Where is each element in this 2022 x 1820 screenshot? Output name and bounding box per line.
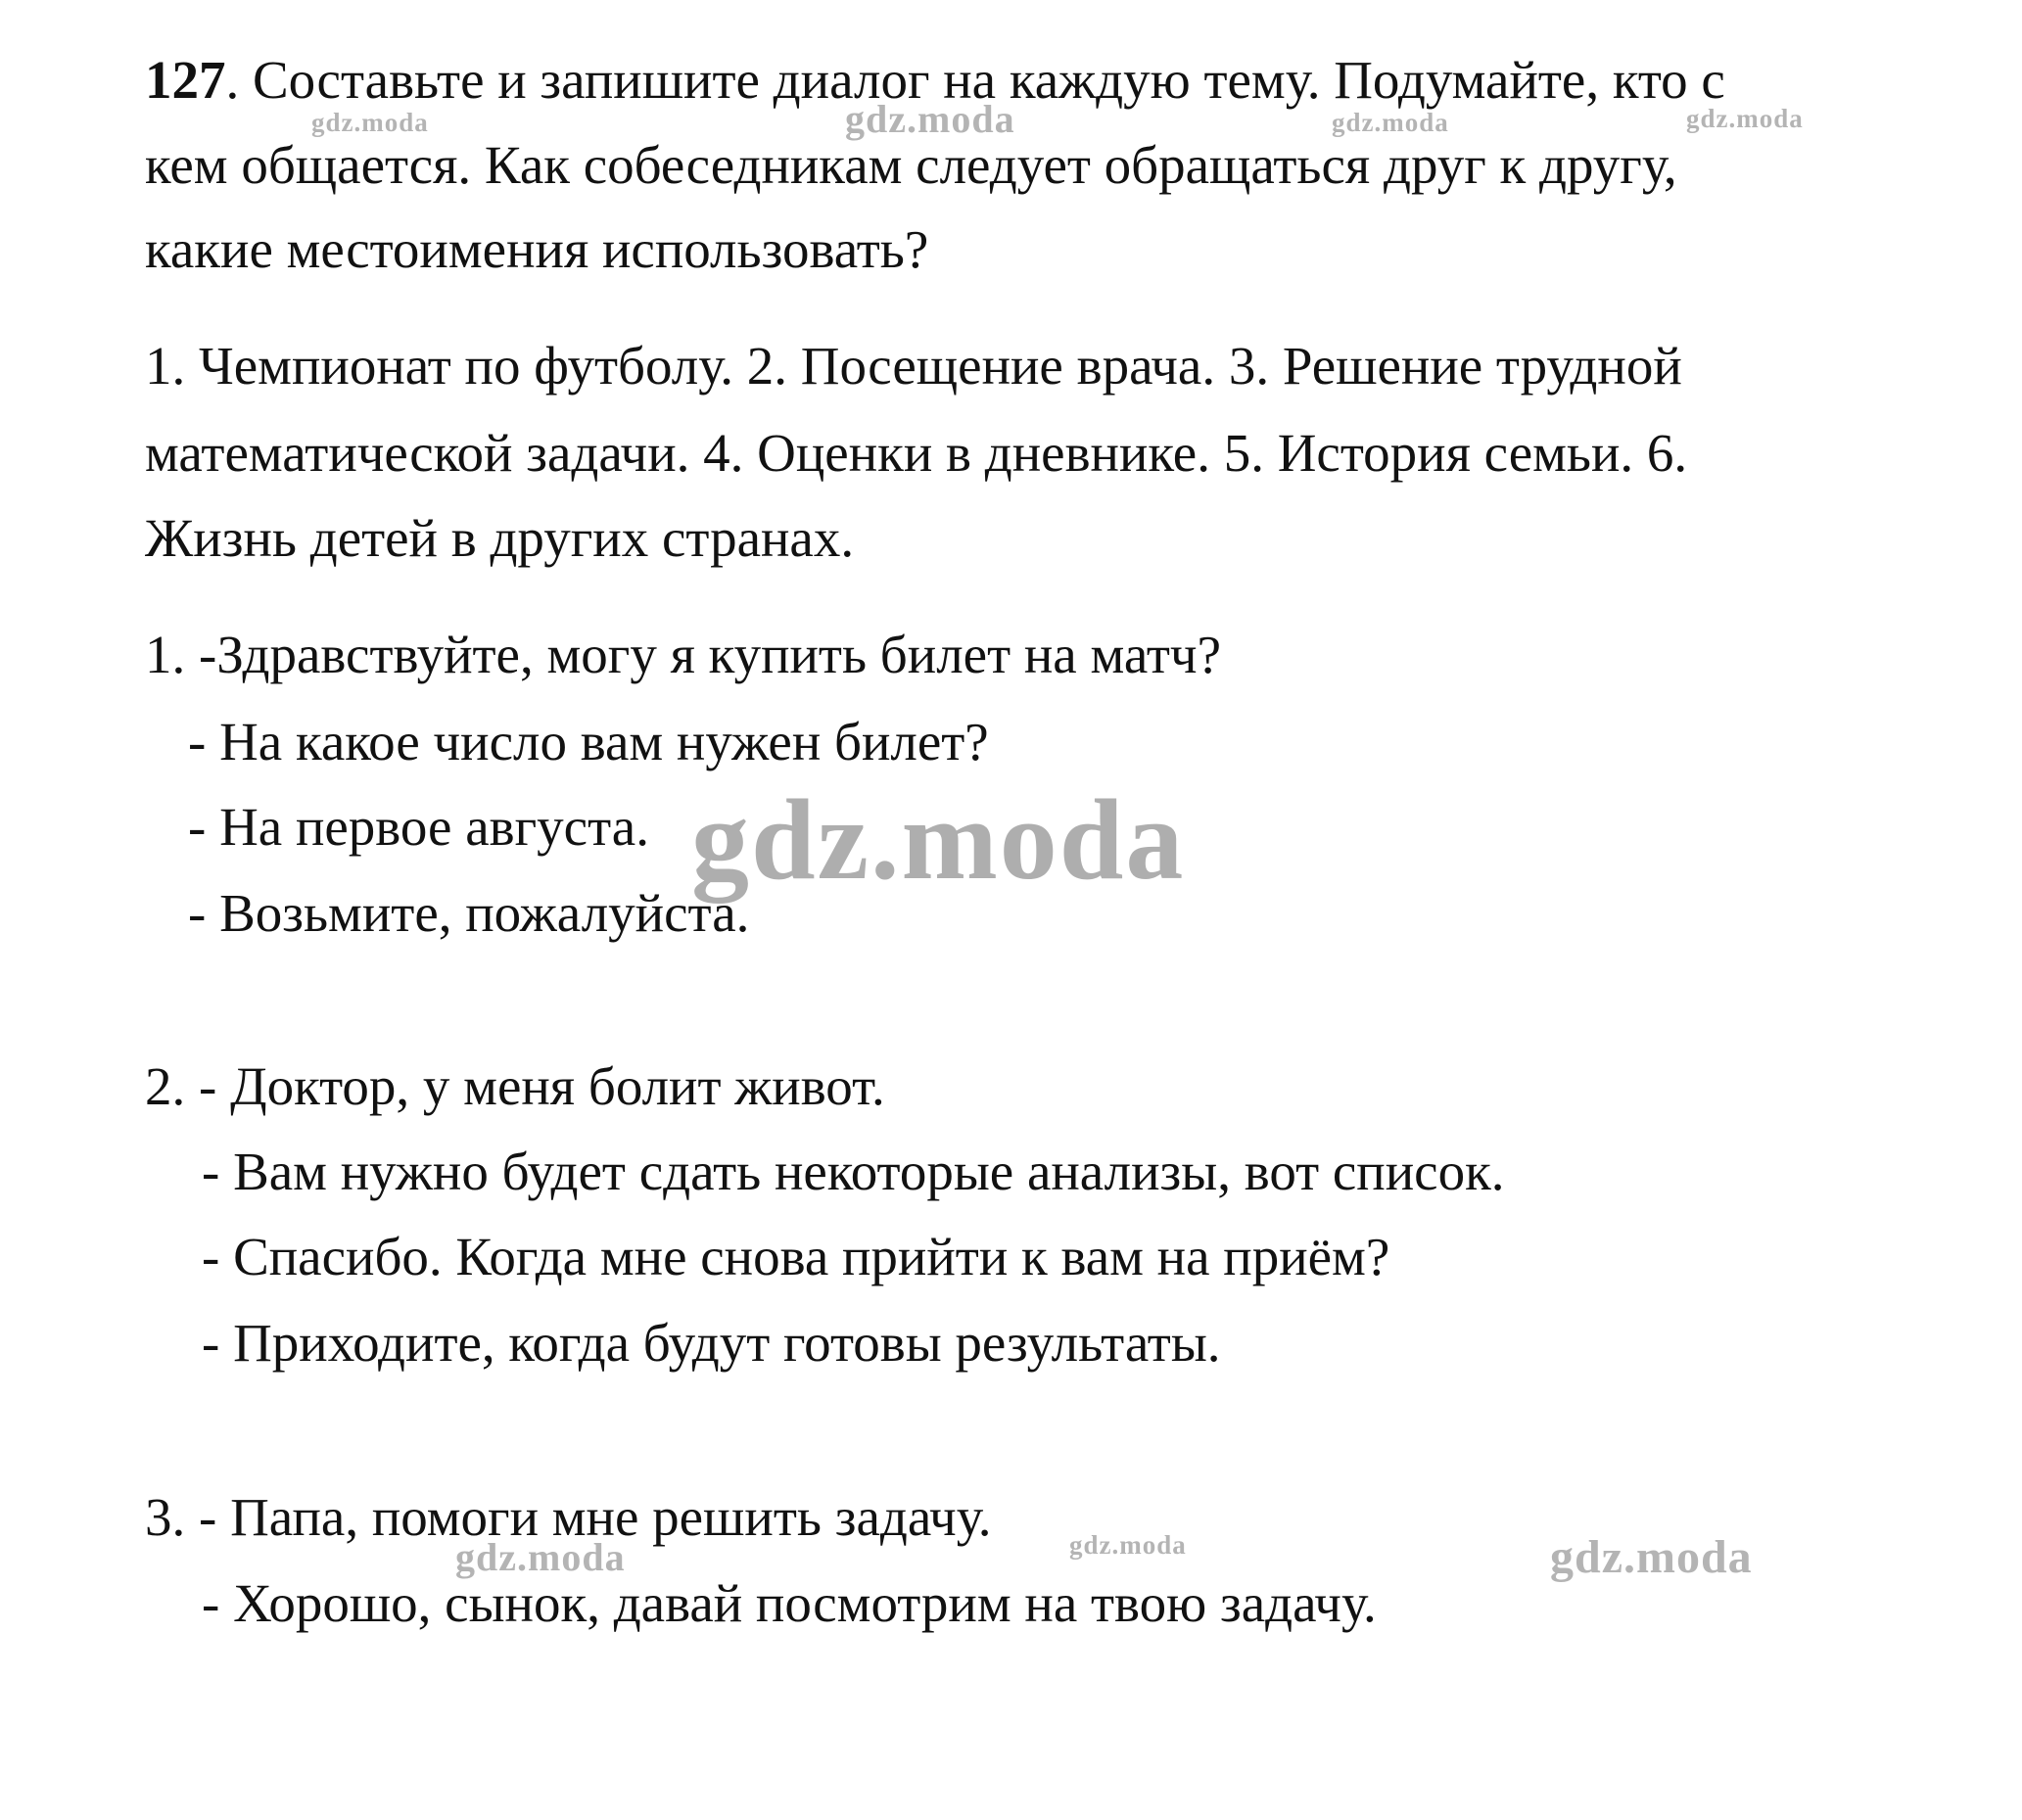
dialog-1-line-1: 1. -Здравствуйте, могу я купить билет на матч? [145, 625, 1221, 684]
dialog-2-line-1: 2. - Доктор, у меня болит живот. [145, 1056, 885, 1116]
watermark: gdz.moda [1332, 108, 1449, 137]
dialog-3-line-1: 3. - Папа, помоги мне решить задачу. [145, 1487, 992, 1547]
watermark: gdz.moda [1550, 1531, 1753, 1583]
task-line-3: какие местоимения использовать? [145, 219, 929, 279]
watermark: gdz.moda [455, 1535, 626, 1579]
topics-line-3: Жизнь детей в других странах. [145, 508, 855, 568]
watermark: gdz.moda [845, 97, 1015, 141]
topics-line-2: математической задачи. 4. Оценки в дневнике. 5. История семьи. 6. [145, 423, 1688, 483]
task-line-1: 127. Составьте и запишите диалог на каждую тему. Подумайте, кто с [145, 50, 1725, 110]
dialog-3-line-2: - Хорошо, сынок, давай посмотрим на твою задачу. [202, 1573, 1377, 1633]
dialog-2-line-4: - Приходите, когда будут готовы результаты. [202, 1313, 1221, 1373]
dialog-2-line-2: - Вам нужно будет сдать некоторые анализы, вот список. [202, 1142, 1505, 1201]
dialog-1-line-3: - На первое августа. [188, 797, 649, 857]
dialog-2-line-3: - Спасибо. Когда мне снова прийти к вам на приём? [202, 1227, 1390, 1286]
dialog-1-line-4: - Возьмите, пожалуйста. [188, 883, 750, 943]
watermark: gdz.moda [311, 108, 429, 137]
task-line-2: кем общается. Как собеседникам следует обращаться друг к другу, [145, 135, 1677, 195]
watermark: gdz.moda [1686, 104, 1804, 133]
dialog-1-line-2: - На какое число вам нужен билет? [188, 712, 989, 771]
watermark: gdz.moda [691, 775, 1186, 904]
topics-line-1: 1. Чемпионат по футболу. 2. Посещение врача. 3. Решение трудной [145, 336, 1682, 396]
task-number: 127 [145, 50, 226, 110]
watermark: gdz.moda [1069, 1530, 1187, 1560]
